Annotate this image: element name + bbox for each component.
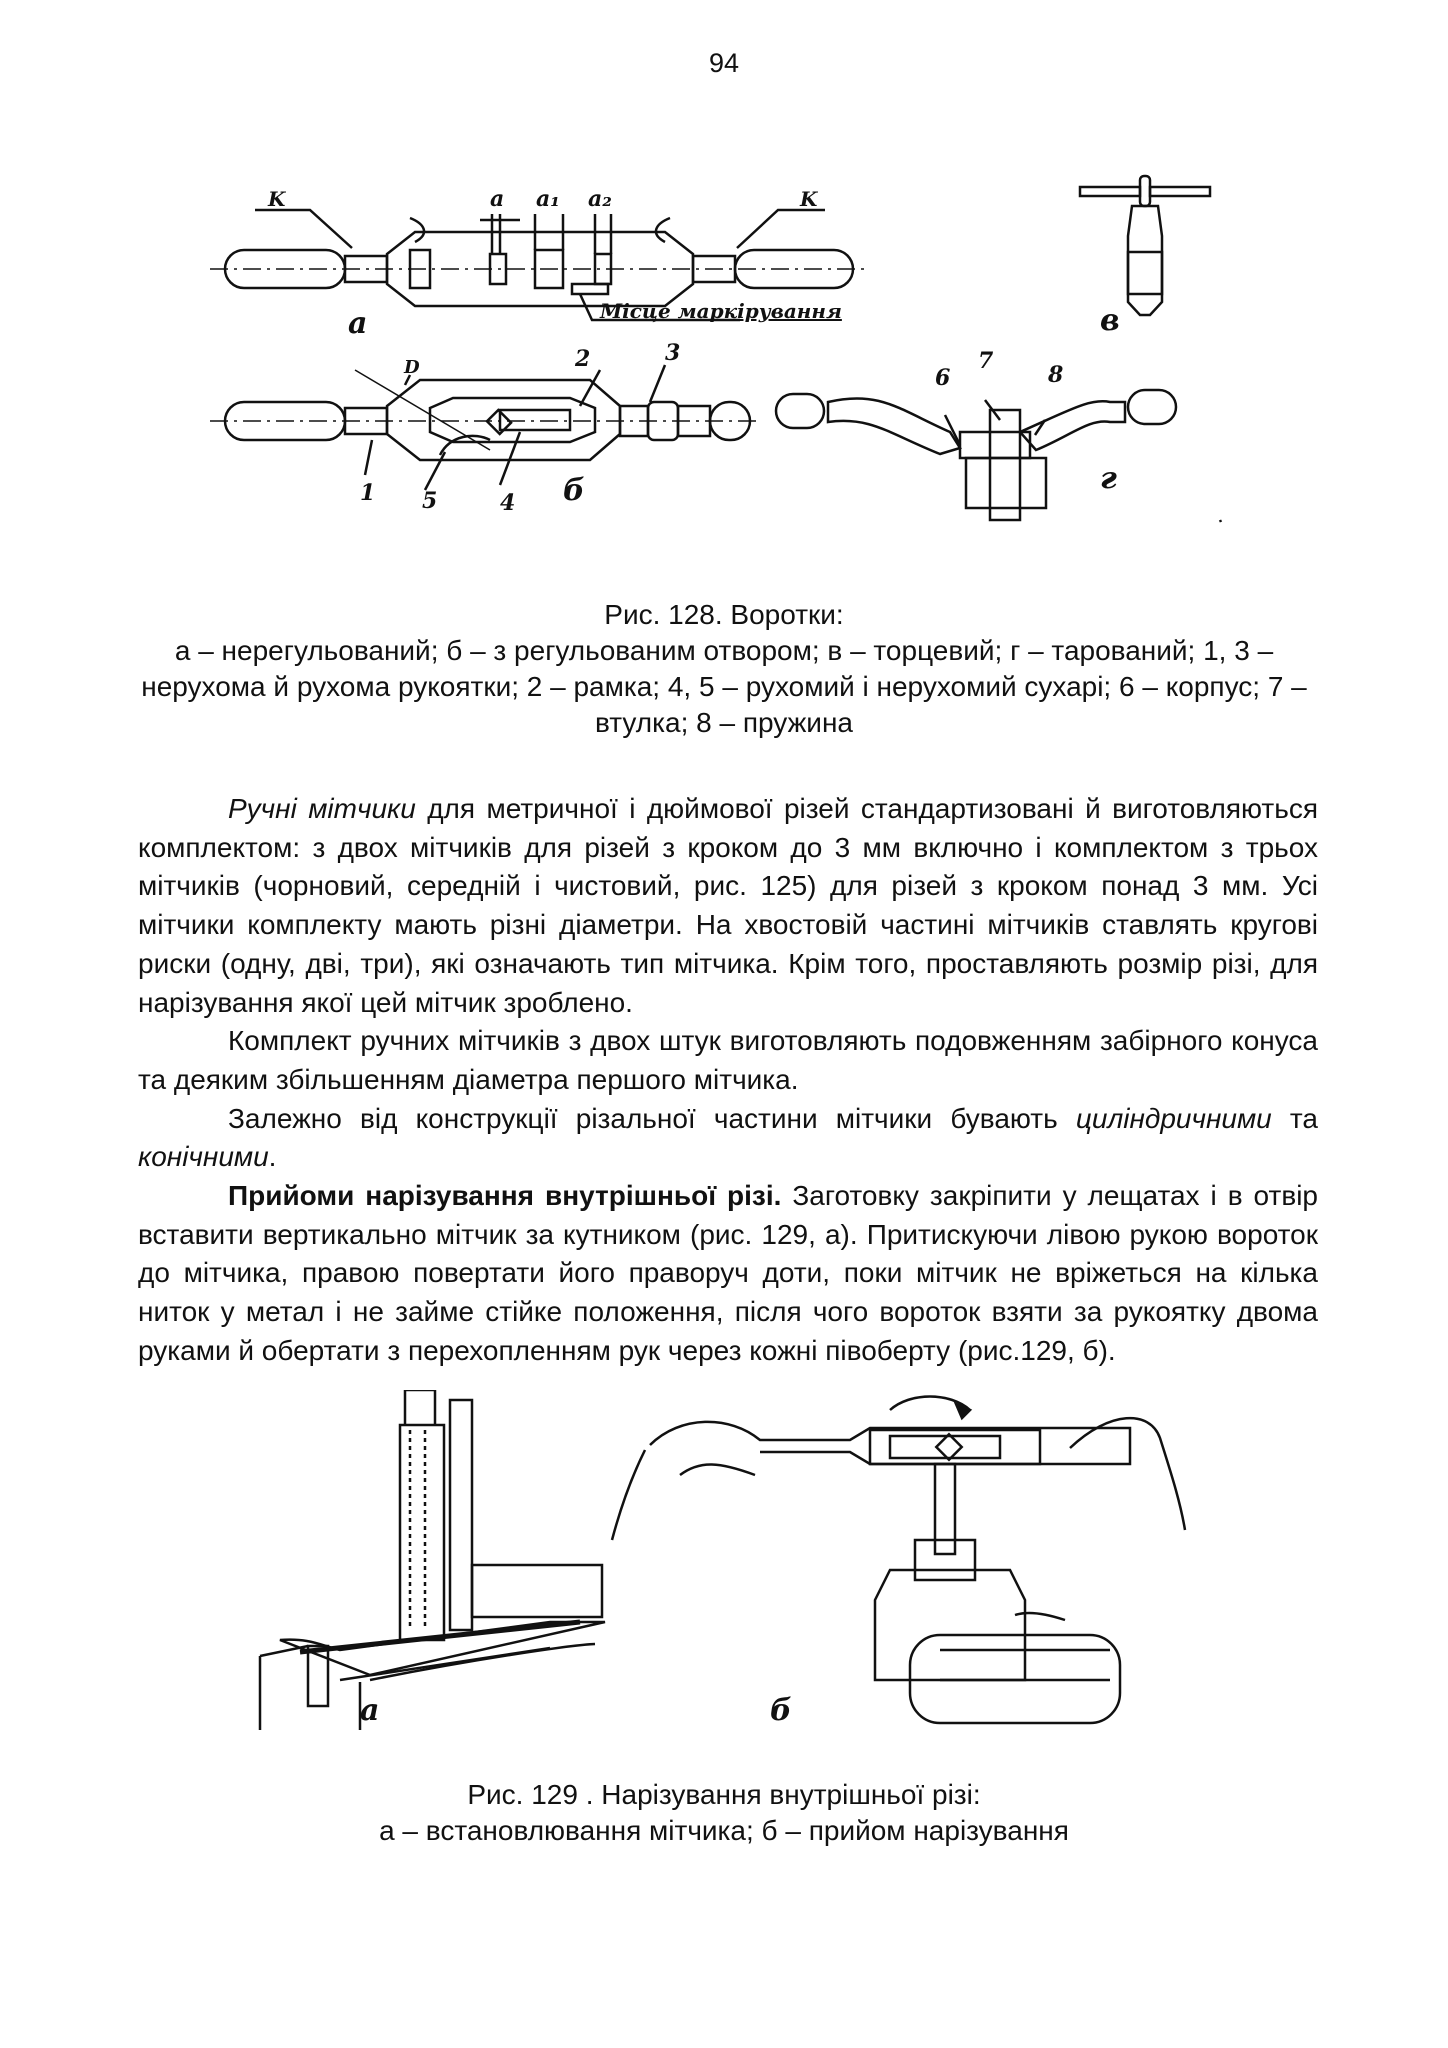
figure-129-drawing	[250, 1390, 1230, 1730]
figure-129-b-drawing	[612, 1397, 1185, 1724]
paragraph-3-text-before: Залежно від конструкції різальної частини мітчики бувають	[228, 1102, 1076, 1134]
label-g: г	[1100, 461, 1117, 496]
figure-128-caption-text: а – нерегульований; б – з регульованим отвором; в – торцевий; г – тарований; 1, 3 – нерухома й рухома рукоятки; 2 – рамка; 4, 5 – рухомий і нерухомий сухарі; 6 – корпус; 7 – втулка; 8 – пружина	[141, 635, 1307, 738]
label-n6: 6	[935, 365, 951, 391]
label-marking: Місце маркірування	[600, 299, 842, 323]
label-n3: 3	[665, 340, 681, 366]
paragraph-2: Комплект ручних мітчиків з двох штук виготовляють подовженням забірного конуса та деяким збільшенням діаметра першого мітчика.	[138, 1025, 1318, 1095]
paragraph-3-italic2: конічними	[138, 1141, 269, 1173]
figure-128-drawing	[200, 170, 1260, 540]
label-n5: 5	[422, 488, 438, 514]
label-d: D	[404, 357, 420, 378]
figure-129-a-drawing	[260, 1390, 605, 1730]
figure-128-caption-title: Рис. 128. Воротки:	[604, 599, 844, 630]
paragraph-4-bold-lead: Прийоми нарізування внутрішньої різі.	[228, 1180, 782, 1212]
paragraph-4	[138, 1177, 1318, 1371]
paragraph-1-italic-lead: Ручні мітчики	[228, 793, 416, 824]
body-text	[138, 790, 1318, 1371]
label-dim-a1: a₁	[536, 186, 560, 212]
label-v: в	[1100, 303, 1120, 338]
label-k-left: K	[268, 187, 286, 211]
paragraph-3	[138, 1100, 1318, 1177]
page-number: 94	[708, 48, 740, 78]
figure-129-caption	[130, 1777, 1318, 1849]
figure-129-caption-title: Рис. 129 . Нарізування внутрішньої різі:	[467, 1779, 981, 1810]
paragraph-1-text: для метричної і дюймової різей стандартизовані й виготовляються комплектом: з двох мітчиків для різей з кроком до 3 мм включно і комплектом з трьох мітчиків (чорновий, середній і чистовий, рис. 125) для різей з кроком понад 3 мм. Усі мітчики комплекту мають різні діаметри. На хвостовій частині мітчиків ставлять кругові риски (одну, дві, три), які означають тип мітчика. Крім того, проставляють розмір різі, для нарізування якої цей мітчик зроблено.	[138, 793, 1318, 1018]
label-n1: 1	[360, 480, 376, 506]
figure-128	[200, 170, 1260, 540]
label-n7: 7	[978, 348, 994, 374]
label-n4: 4	[500, 490, 516, 516]
fig129-label-a: а	[360, 1693, 380, 1728]
figure-128-caption	[130, 597, 1318, 741]
label-dim-a: a	[490, 186, 505, 212]
label-n2: 2	[575, 346, 591, 372]
paragraph-3-italic1: циліндричними	[1075, 1102, 1272, 1134]
wrench-g	[776, 390, 1221, 522]
label-k-right: K	[800, 187, 818, 211]
label-n8: 8	[1048, 362, 1064, 388]
paragraph-3-text-middle: та	[1271, 1102, 1318, 1134]
paragraph-4-text: Заготовку закріпити у лещатах і в отвір вставити вертикально мітчик за кутником (рис. 129, а). Притискуючи лівою рукою вороток до мітчика, правою повертати його праворуч доти, поки мітчик не вріжеться на кілька ниток у метал і не займе стійке положення, після чого вороток взяти за рукоятку двома руками й обертати з перехопленням рук через кожні півоберту (рис.129, б).	[138, 1180, 1318, 1366]
paragraph-1	[138, 790, 1318, 1022]
label-a: а	[348, 306, 368, 341]
label-b: б	[563, 473, 585, 508]
label-dim-a2: a₂	[588, 186, 612, 212]
paragraph-3-text-after: .	[268, 1141, 277, 1173]
figure-129	[250, 1390, 1230, 1730]
wrench-v	[1080, 176, 1210, 315]
wrench-b	[210, 365, 760, 490]
fig129-label-b: б	[770, 1693, 792, 1728]
figure-129-caption-text: а – встановлювання мітчика; б – прийом нарізування	[379, 1815, 1069, 1846]
